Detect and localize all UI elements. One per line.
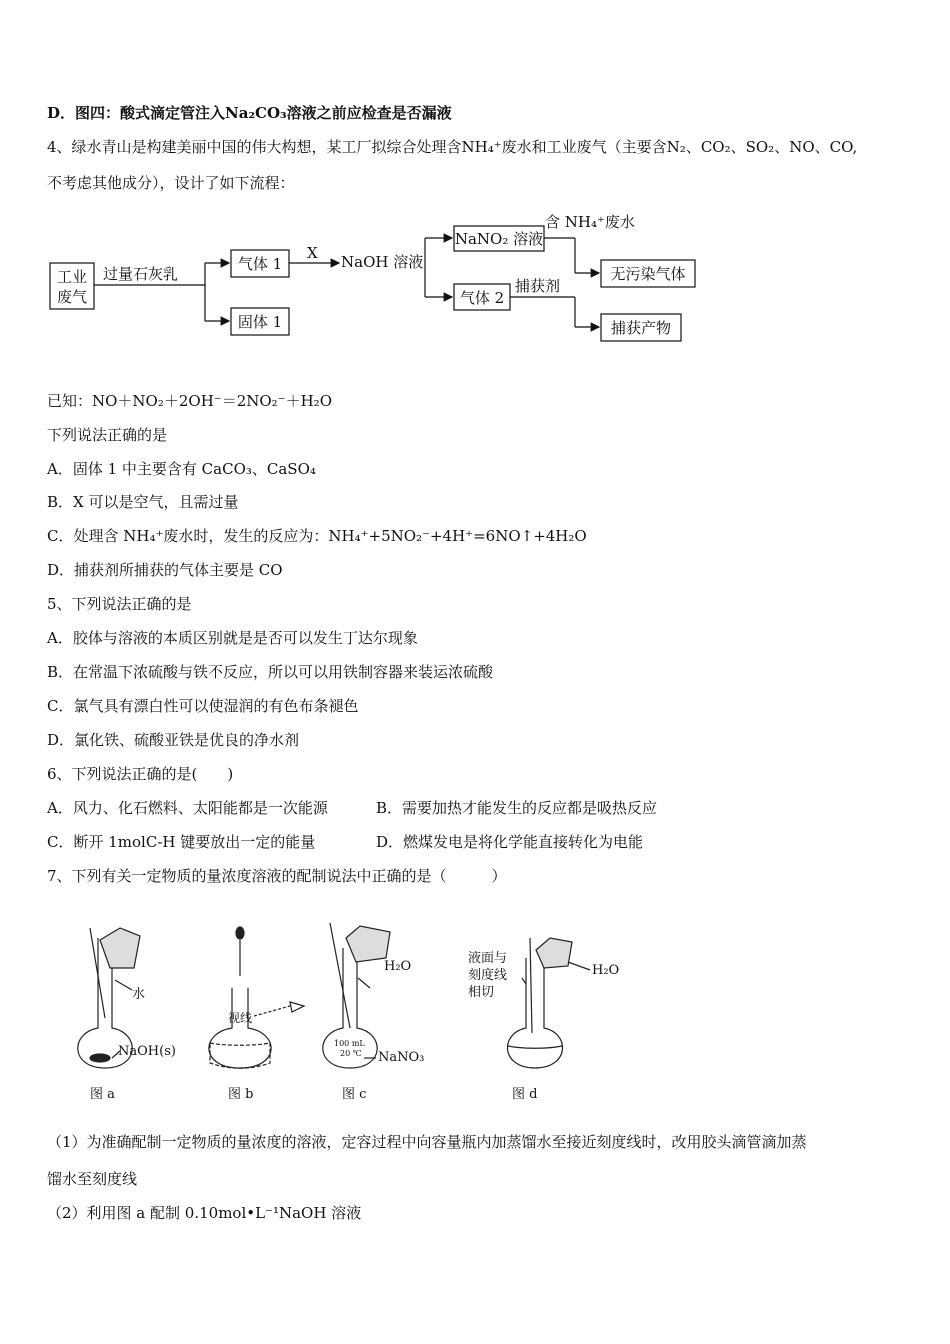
waste-gas-label-1: 工业 — [56, 268, 88, 286]
statement-1-line2: 馏水至刻度线 — [47, 1170, 138, 1188]
fig-d-h2o-label: H₂O — [592, 963, 620, 978]
q5-option-b: B．在常温下浓硫酸与铁不反应，所以可以用铁制容器来装运浓硫酸 — [47, 663, 494, 681]
q6-option-c: C．断开 1molC-H 键要放出一定的能量 — [47, 833, 316, 851]
fig-b-caption: 图 b — [228, 1087, 254, 1102]
q3-option-d: D．图四：酸式滴定管注入Na₂CO₃溶液之前应检查是否漏液 — [47, 104, 452, 122]
q6-option-a: A．风力、化石燃料、太阳能都是一次能源 — [47, 799, 328, 817]
q4-stem-line2: 不考虑其他成分），设计了如下流程： — [47, 174, 295, 192]
fig-d-note-3: 相切 — [468, 985, 495, 1000]
q6-stem: 6、下列说法正确的是( ) — [47, 765, 234, 783]
fig-c-nano3-label: NaNO₃ — [378, 1050, 425, 1065]
q4-stem-line1: 4、绿水青山是构建美丽中国的伟大构想，某工厂拟综合处理含NH₄⁺废水和工业废气（主要含N₂、CO₂、SO₂、NO、CO, — [47, 138, 858, 156]
capture-agent-label: 捕获剂 — [515, 277, 561, 295]
figure-b-flask — [209, 927, 304, 1068]
q7-figures — [60, 918, 640, 1108]
fig-a-naoh-label: NaOH(s) — [118, 1044, 176, 1059]
fig-d-note-1: 液面与 — [468, 951, 508, 966]
gas2-label: 气体 2 — [459, 289, 505, 307]
q4-option-c: C．处理含 NH₄⁺废水时，发生的反应为：NH₄⁺+5NO₂⁻+4H⁺=6NO↑+4H₂O — [47, 527, 587, 545]
q4-option-a: A．固体 1 中主要含有 CaCO₃、CaSO₄ — [47, 460, 316, 478]
captured-label: 捕获产物 — [610, 319, 672, 337]
q5-option-c: C．氯气具有漂白性可以使湿润的有色布条褪色 — [47, 697, 359, 715]
clean-gas-label: 无污染气体 — [610, 265, 686, 283]
q4-option-d: D．捕获剂所捕获的气体主要是 CO — [47, 561, 283, 579]
fig-d-note-2: 刻度线 — [468, 968, 508, 983]
fig-c-temp-label: 20 ℃ — [340, 1049, 362, 1058]
q6-option-b: B．需要加热才能发生的反应都是吸热反应 — [376, 799, 658, 817]
q6-option-d: D．燃煤发电是将化学能直接转化为电能 — [376, 833, 644, 851]
waste-gas-label-2: 废气 — [56, 288, 88, 306]
q5-option-a: A．胶体与溶液的本质区别就是是否可以发生丁达尔现象 — [47, 629, 418, 647]
fig-d-caption: 图 d — [512, 1087, 538, 1102]
fig-c-volume-label: 100 mL — [334, 1039, 365, 1048]
q7-stem: 7、下列有关一定物质的量浓度溶液的配制说法中正确的是（ ） — [47, 867, 507, 885]
statement-2: （2）利用图 a 配制 0.10mol•L⁻¹NaOH 溶液 — [47, 1204, 362, 1222]
process-flow-diagram — [45, 205, 725, 365]
naoh-label: NaOH 溶液 — [341, 253, 424, 271]
fig-a-caption: 图 a — [90, 1087, 115, 1102]
known-equation: 已知：NO＋NO₂＋2OH⁻＝2NO₂⁻＋H₂O — [47, 392, 332, 410]
fig-c-caption: 图 c — [342, 1087, 367, 1102]
fig-b-sight-label: 视线 — [228, 1011, 253, 1025]
figure-d-flask — [508, 938, 590, 1068]
nh4-waste-label: 含 NH₄⁺废水 — [545, 213, 635, 231]
q4-option-b: B．X 可以是空气，且需过量 — [47, 493, 239, 511]
gas1-label: 气体 1 — [237, 255, 283, 273]
lime-label: 过量石灰乳 — [103, 265, 179, 283]
x-label: X — [307, 244, 318, 262]
q5-option-d: D．氯化铁、硫酸亚铁是优良的净水剂 — [47, 731, 300, 749]
statement-1-line1: （1）为准确配制一定物质的量浓度的溶液，定容过程中向容量瓶内加蒸馏水至接近刻度线时，改用胶头滴管滴加蒸 — [47, 1133, 807, 1151]
fig-c-h2o-label: H₂O — [384, 959, 412, 974]
solid1-label: 固体 1 — [237, 313, 283, 331]
nano2-label: NaNO₂ 溶液 — [454, 230, 544, 248]
fig-a-water-label: 水 — [132, 987, 146, 1002]
q5-stem: 5、下列说法正确的是 — [47, 595, 192, 613]
q4-question: 下列说法正确的是 — [47, 426, 168, 444]
